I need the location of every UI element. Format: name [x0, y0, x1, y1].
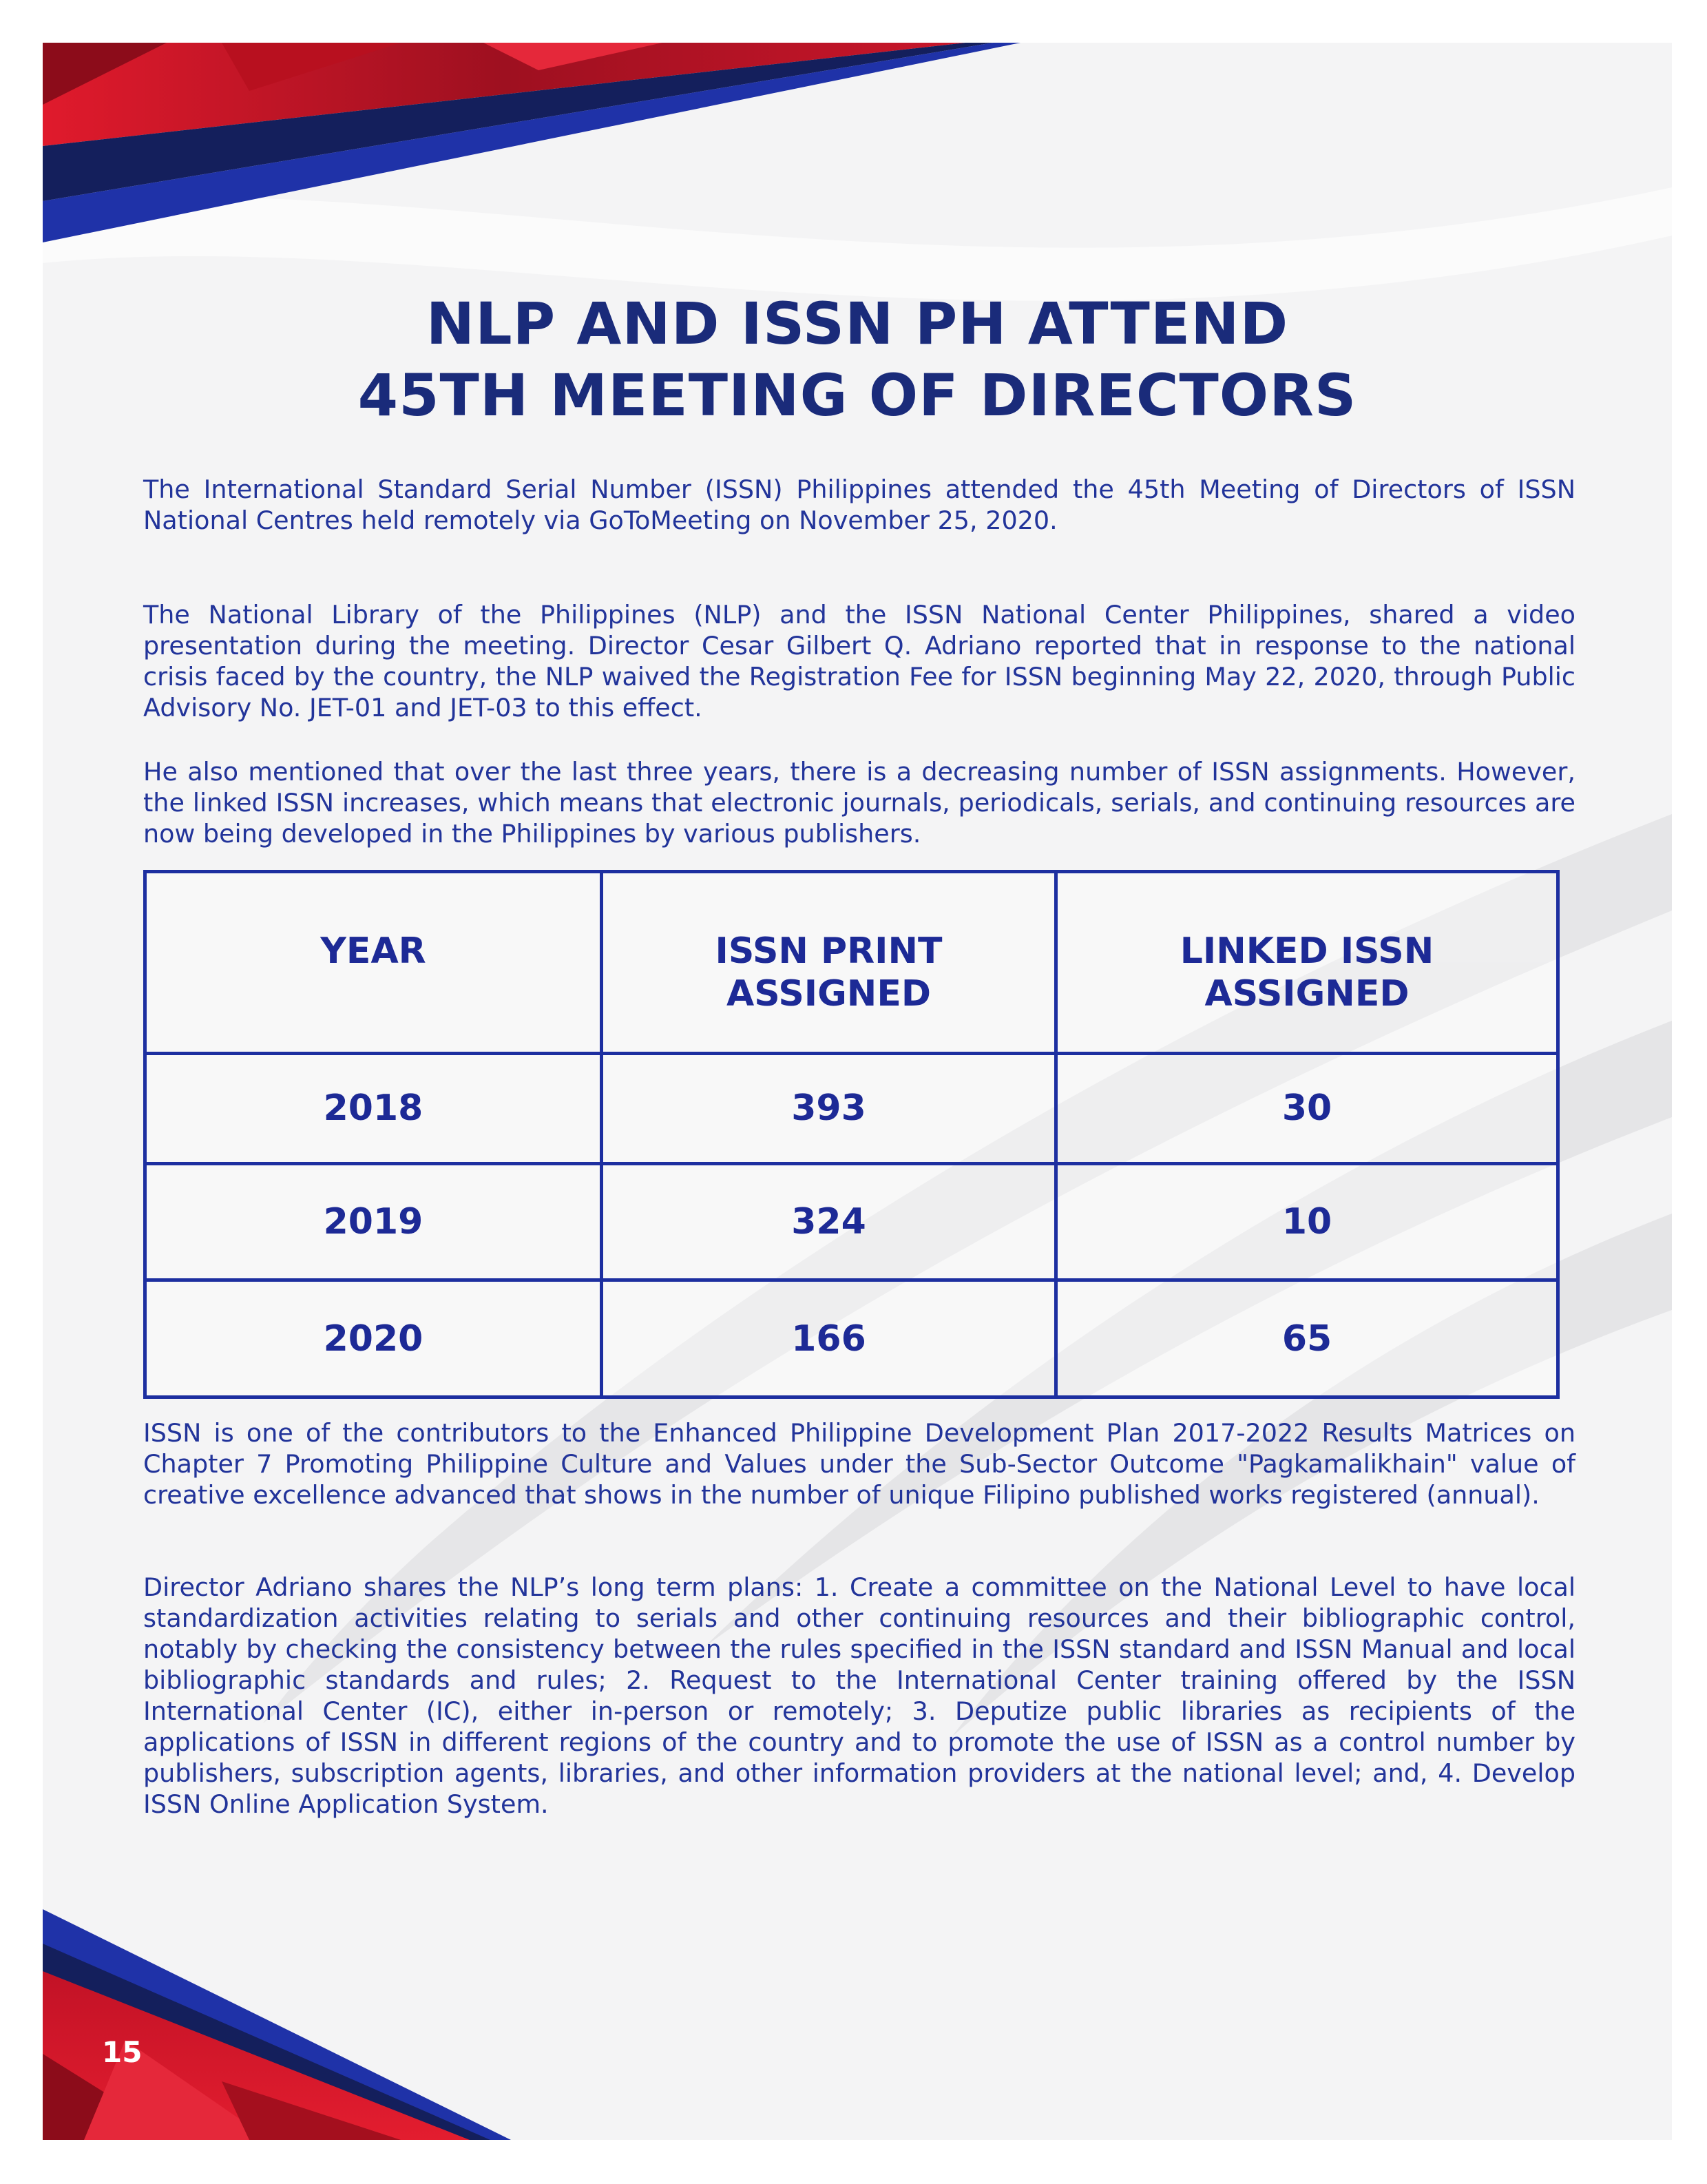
header-linked-issn-line-2: ASSIGNED [1204, 973, 1410, 1015]
cell-year: 2020 [145, 1280, 602, 1397]
article-title-line-2: 45TH MEETING OF DIRECTORS [357, 362, 1357, 429]
cell-year: 2019 [145, 1163, 602, 1280]
table-row [145, 1280, 1558, 1397]
table-header-row [145, 872, 1558, 1054]
header-year [145, 872, 602, 1054]
header-linked-issn-assigned [1056, 872, 1558, 1054]
cell-issn-print: 393 [602, 1054, 1056, 1164]
paragraph-meeting-intro: The International Standard Serial Number (ISSN) Philippines attended the 45th Meeting of Directors of ISSN National Centres held remotely via GoToMeeting on November 25, 2020. [143, 475, 1575, 535]
page [43, 43, 1672, 2140]
cell-linked-issn: 65 [1056, 1280, 1558, 1397]
top-corner-decoration [43, 43, 1020, 242]
article-title-line-1: NLP AND ISSN PH ATTEND [426, 290, 1289, 357]
cell-linked-issn: 30 [1056, 1054, 1558, 1164]
header-year-label: YEAR [320, 930, 426, 972]
paragraph-development-plan: ISSN is one of the contributors to the Enhanced Philippine Development Plan 2017-2022 Results Matrices on Chapter 7 Promoting Philippine Culture and Values under the Sub-Sector Outcome "Pagkamalikhain" value of creative excellence advanced that shows in the number of unique Filipino published works registered (annual). [143, 1418, 1575, 1510]
cell-year: 2018 [145, 1054, 602, 1164]
paragraph-registration-fee: The National Library of the Philippines (NLP) and the ISSN National Center Philippines, shared a video presentation during the meeting. Director Cesar Gilbert Q. Adriano reported that in response to the national crisis faced by the country, the NLP waived the Registration Fee for ISSN beginning May 22, 2020, through Public Advisory No. JET-01 and JET-03 to this effect. [143, 600, 1575, 722]
cell-issn-print: 324 [602, 1163, 1056, 1280]
header-issn-print-assigned [602, 872, 1056, 1054]
table-row [145, 1163, 1558, 1280]
cell-issn-print: 166 [602, 1280, 1056, 1397]
page-number: 15 [102, 2035, 143, 2069]
header-issn-print-line-1: ISSN PRINT [715, 930, 943, 972]
header-issn-print-line-2: ASSIGNED [726, 973, 932, 1015]
article-title [43, 288, 1672, 431]
table-row [145, 1054, 1558, 1164]
bottom-corner-decoration [43, 1909, 511, 2140]
paragraph-long-term-plans: Director Adriano shares the NLP’s long term plans: 1. Create a committee on the National Level to have local standardization activities relating to serials and other continuing resources and their bibliographic control, notably by checking the consistency between the rules specified in the ISSN standard and ISSN Manual and local bibliographic standards and rules; 2. Request to the International Center training offered by the ISSN International Center (IC), either in-person or remotely; 3. Deputize public libraries as recipients of the applications of ISSN in different regions of the country and to promote the use of ISSN as a control number by publishers, subscription agents, libraries, and other information providers at the national level; and, 4. Develop ISSN Online Application System. [143, 1572, 1575, 1819]
paragraph-issn-trend: He also mentioned that over the last three years, there is a decreasing number of ISSN assignments. However, the linked ISSN increases, which means that electronic journals, periodicals, serials, and continuing resources are now being developed in the Philippines by various publishers. [143, 757, 1575, 849]
cell-linked-issn: 10 [1056, 1163, 1558, 1280]
issn-statistics-table [143, 870, 1556, 1399]
header-linked-issn-line-1: LINKED ISSN [1180, 930, 1434, 972]
